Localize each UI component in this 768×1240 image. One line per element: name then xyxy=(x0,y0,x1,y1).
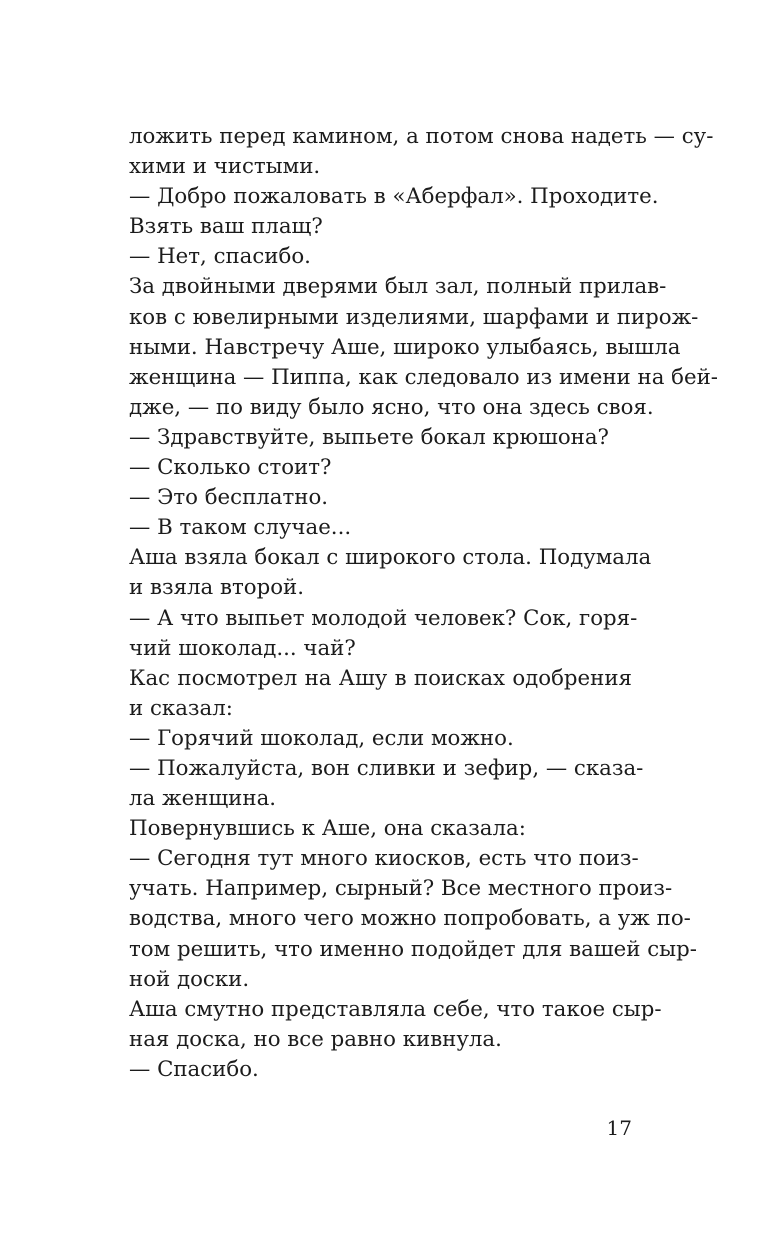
text-line: и взяла второй. xyxy=(129,575,305,601)
text-line: ла женщина. xyxy=(129,786,277,812)
text-line: — Горячий шоколад, если можно. xyxy=(129,725,514,751)
text-line: — Сегодня тут много киосков, есть что поиз- xyxy=(129,846,639,872)
text-line: — Пожалуйста, вон сливки и зефир, — сказа- xyxy=(129,755,644,781)
text-line: том решить, что именно подойдет для вашей сыр- xyxy=(129,936,697,962)
text-line: ная доска, но все равно кивнула. xyxy=(129,1026,502,1052)
text-line: Аша смутно представляла себе, что такое сыр- xyxy=(129,996,662,1022)
text-line: — Это бесплатно. xyxy=(129,485,329,511)
page-number: 17 xyxy=(606,1116,632,1140)
text-line: — Нет, спасибо. xyxy=(129,244,311,270)
text-line: женщина — Пиппа, как следовало из имени на бей- xyxy=(129,364,718,390)
text-line: За двойными дверями был зал, полный прилав- xyxy=(129,274,667,300)
text-line: ной доски. xyxy=(129,966,250,992)
text-line: ными. Навстречу Аше, широко улыбаясь, вышла xyxy=(129,334,681,360)
text-line: — Спасибо. xyxy=(129,1056,259,1082)
text-line: учать. Например, сырный? Все местного произ- xyxy=(129,876,673,902)
page-text xyxy=(129,122,718,1085)
text-line: и сказал: xyxy=(129,695,233,721)
text-line: водства, много чего можно попробовать, а уж по- xyxy=(129,906,691,932)
text-line: — В таком случае... xyxy=(129,515,352,541)
text-line: Аша взяла бокал с широкого стола. Подумала xyxy=(129,545,652,571)
text-line: Повернувшись к Аше, она сказала: xyxy=(129,816,526,842)
text-line: — Добро пожаловать в «Аберфал». Проходите. xyxy=(129,184,659,210)
text-line: ложить перед камином, а потом снова надеть — су- xyxy=(129,124,714,149)
text-line: Кас посмотрел на Ашу в поисках одобрения xyxy=(129,665,632,691)
text-line: дже, — по виду было ясно, что она здесь своя. xyxy=(129,394,654,420)
text-line: — Здравствуйте, выпьете бокал крюшона? xyxy=(129,424,609,450)
text-line: ков с ювелирными изделиями, шарфами и пирож- xyxy=(129,304,699,330)
text-line: Взять ваш плащ? xyxy=(129,214,323,240)
text-line: хими и чистыми. xyxy=(129,154,321,180)
text-line: — Сколько стоит? xyxy=(129,455,332,481)
text-line: чий шоколад... чай? xyxy=(129,635,356,661)
text-line: — А что выпьет молодой человек? Сок, горя- xyxy=(129,605,638,631)
